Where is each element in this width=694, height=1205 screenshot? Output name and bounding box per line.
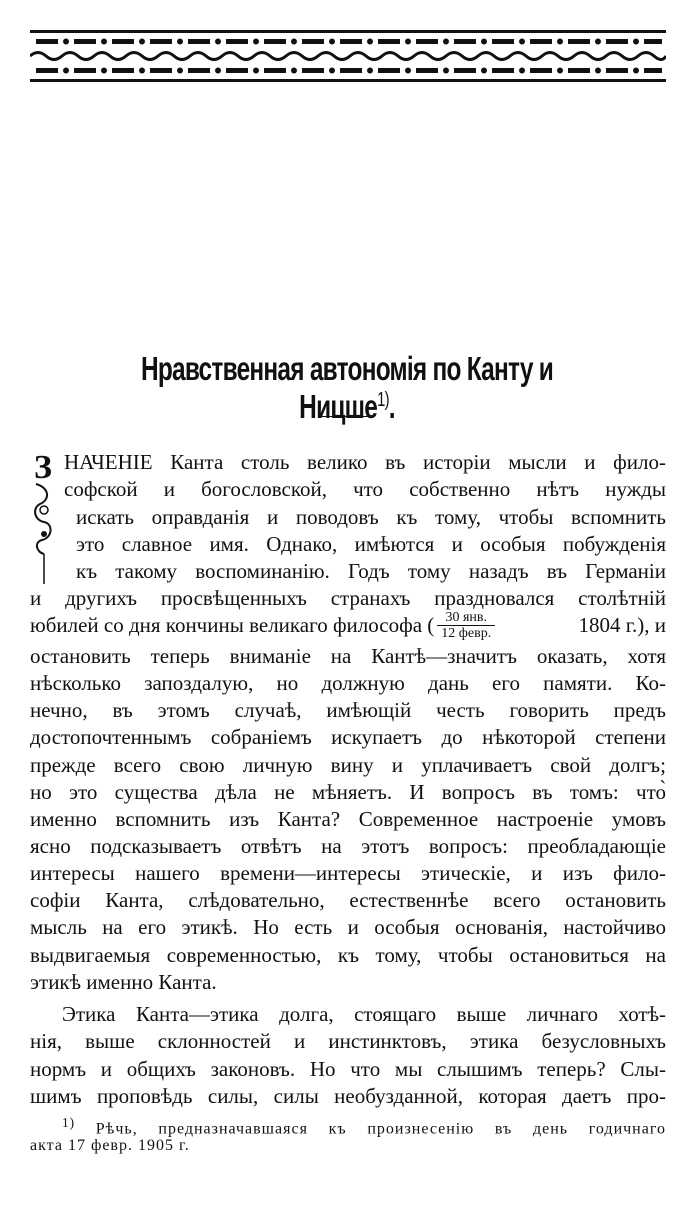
date-fraction: [437, 610, 495, 641]
text-line: нѣсколько запоздалую, но должную дань его памяти. Ко-: [30, 671, 666, 696]
text-line: интересы нашего времени—интересы этическіе, и изъ фило-: [30, 861, 666, 886]
date-line: [30, 608, 666, 642]
text-line: нормъ и общихъ законовъ. Но что мы слышимъ теперь? Слы-: [30, 1056, 666, 1081]
text-line: это славное имя. Однако, имѣются и особыя побужденія: [76, 531, 666, 556]
text-line: достопочтеннымъ собраніемъ искупаетъ до нѣкоторой степени: [30, 725, 666, 750]
text-line: шимъ проповѣдь силы, силы необузданной, которая даетъ про-: [30, 1083, 666, 1108]
text-line: софской и богословской, что собственно нѣтъ нужды: [64, 477, 666, 502]
text-line: Этика Канта—этика долга, стоящаго выше личнаго хотѣ-: [62, 1002, 666, 1027]
date-fraction-top: 30 янв.: [437, 610, 495, 626]
text-line: НАЧЕНІЕ Канта столь велико въ исторіи мысли и фило-: [64, 450, 666, 475]
footnote-line: акта 17 февр. 1905 г.: [30, 1137, 190, 1155]
drop-cap-letter: З: [34, 449, 52, 486]
article-title: Нравственная автономія по Канту и Ницше$^{1)}$.: [140, 350, 554, 425]
text-line: выдвигаемыя современностью, къ тому, чтобы остановиться на: [30, 942, 666, 967]
text-line: мысль на его этикѣ. Но есть и особыя основанія, настойчиво: [30, 915, 666, 940]
text-line: и другихъ просвѣщенныхъ странахъ праздновался столѣтній: [30, 585, 666, 610]
text-line: къ такому воспоминанію. Годъ тому назадъ въ Германіи: [76, 558, 666, 583]
title-divider: [318, 416, 370, 417]
footnote-line: $^{1)}$ Рѣчь, предназначавшаяся къ произнесенію въ день годичнаго: [62, 1114, 667, 1138]
text-line: нечно, въ этомъ случаѣ, имѣющій честь говорить предъ: [30, 698, 666, 723]
date-line-before: юбилей со дня кончины великаго философа (: [30, 613, 435, 638]
text-line: софіи Канта, слѣдовательно, естественнѣе всего остановить: [30, 888, 666, 913]
text-line: ясно подсказываетъ отвѣтъ на этотъ вопросъ: преобладающіе: [30, 833, 666, 858]
title-footnote-marker: 1): [377, 389, 389, 411]
date-fraction-bottom: 12 февр.: [441, 625, 492, 641]
text-line: остановить теперь вниманіе на Кантѣ—значитъ оказать, хотя: [30, 643, 666, 668]
date-line-after: 1804 г.), и: [578, 613, 666, 638]
header-ornament: [30, 30, 666, 82]
text-line: но это существа дѣла не мѣняетъ. И вопросъ въ томъ: что̀: [30, 779, 666, 804]
text-line: нія, выше склонностей и инстинктовъ, этика безусловныхъ: [30, 1029, 666, 1054]
text-line: этикѣ именно Канта.: [30, 969, 217, 994]
text-line: именно вспомнить изъ Канта? Современное настроеніе умовъ: [30, 806, 666, 831]
text-line: искать оправданія и поводовъ къ тому, чтобы вспомнить: [76, 504, 666, 529]
drop-cap-ornament: [30, 448, 64, 586]
footnote-marker: 1): [62, 1114, 76, 1130]
text-line: прежде всего свою личную вину и уплачиваетъ свой долгъ;: [30, 752, 666, 777]
